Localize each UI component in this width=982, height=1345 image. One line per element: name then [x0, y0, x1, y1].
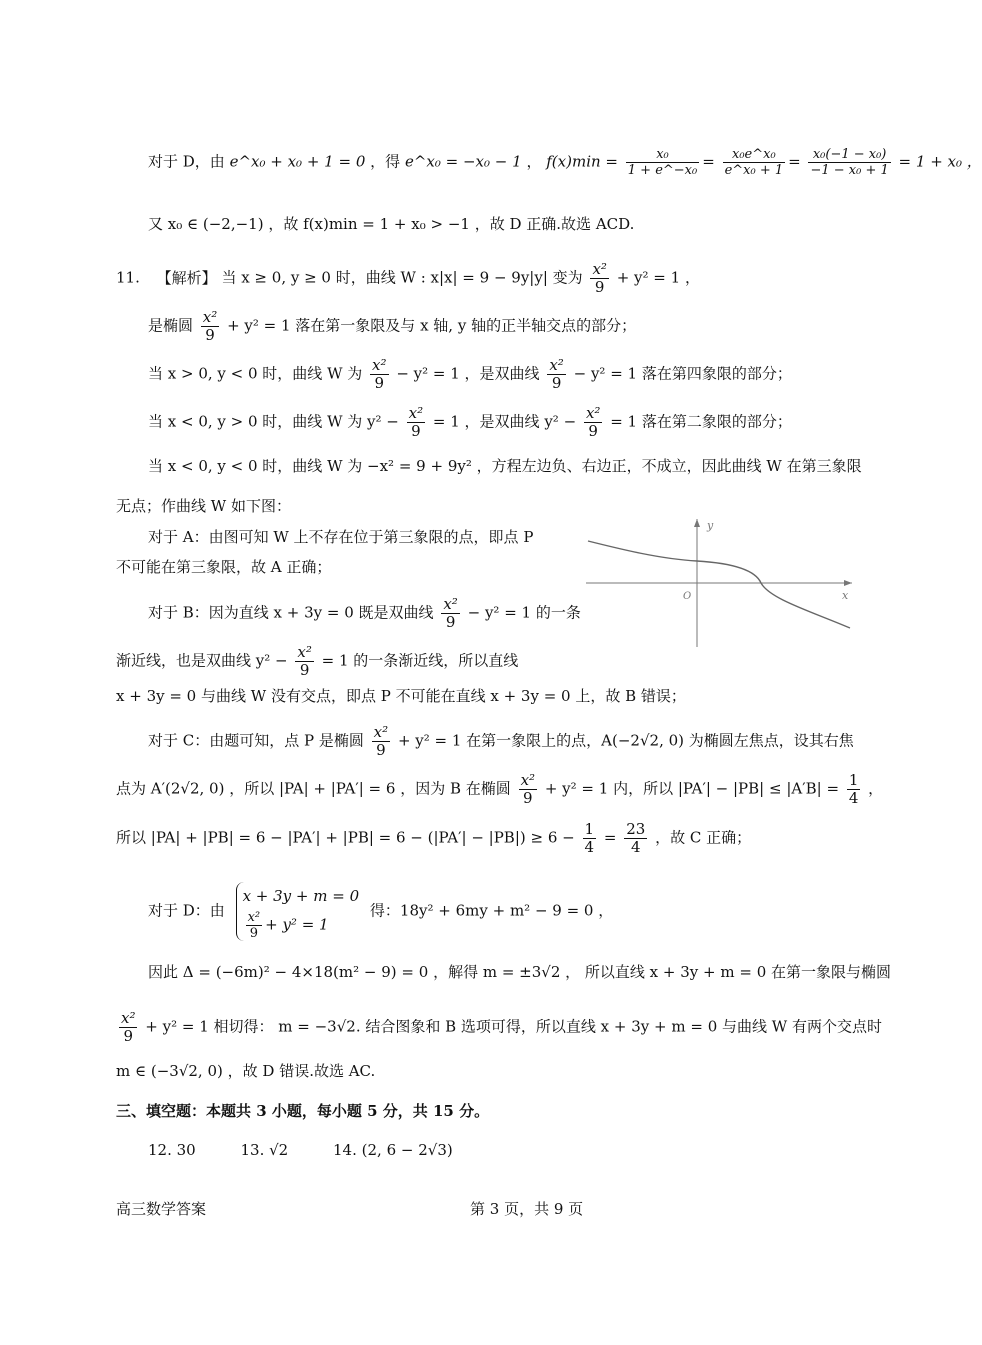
fraction: $\frac{\text{x²}}{9}$ [373, 723, 389, 759]
fraction: $\frac{\text{x²}}{9}$ [247, 910, 261, 941]
d-top-line2: 又 x₀ ∈ (−2,−1) ，故 f(x)min = 1 + x₀ > −1 ，故 D 正确.故选 ACD. [148, 215, 635, 233]
q11-a-line2: 不可能在第三象限，故 A 正确； [116, 558, 332, 576]
math: e^x₀ = −x₀ − 1 [404, 152, 522, 171]
q11-c-line3 [116, 821, 751, 856]
answer-12: 12. 30 [148, 1141, 196, 1159]
text: 当 x < 0, y > 0 时，曲线 W 为 y² − [148, 412, 399, 431]
text: = [603, 828, 617, 847]
fraction: $\frac{\text{x²}}{9}$ [585, 404, 601, 440]
text: = 1 的一条渐近线，所以直线 [321, 651, 519, 670]
text: = 1 落在第二象限的部分； [610, 412, 792, 431]
math: f(x)min = [546, 152, 618, 171]
answers-row [148, 1140, 453, 1160]
footer-left: 高三数学答案 [116, 1200, 207, 1218]
equation-system: x + 3y + m = 0 $\frac{\text{x²}}{9}$ + y² = 1 [236, 882, 360, 941]
q11-b-line2 [116, 644, 518, 679]
q11-d-line2: 因此 Δ = (−6m)² − 4×18(m² − 9) = 0 ，解得 m = ±3√2 ， 所以直线 x + 3y + m = 0 在第一象限与椭圆 [148, 963, 892, 981]
fraction: $\frac{23}{4}$ [626, 820, 646, 856]
q11-b-line1 [148, 596, 581, 631]
text: 当 x ≥ 0, y ≥ 0 时，曲线 W : x|x| = 9 − 9y|y| 变为 [221, 268, 583, 287]
curve-w-graph [580, 515, 855, 650]
text: = 1 ，是双曲线 y² − [432, 412, 577, 431]
text: 对于 C：由题可知，点 P 是椭圆 [148, 731, 364, 750]
origin-label: O [683, 591, 692, 602]
text: 得：18y² + 6my + m² − 9 = 0 ， [369, 901, 614, 920]
q11-line6: 无点；作曲线 W 如下图： [116, 497, 291, 515]
text: + y² = 1 在第一象限上的点，A(−2√2, 0) 为椭圆左焦点，设其右焦 [397, 731, 854, 750]
fraction: $\frac{1}{4}$ [584, 820, 595, 856]
text: ， [868, 779, 884, 798]
math: e^x₀ + x₀ + 1 = 0 [229, 152, 366, 171]
fraction: $\frac{\text{x²}}{9}$ [443, 595, 458, 631]
fraction: $\frac{\text{x²}}{9}$ [520, 771, 536, 807]
analysis-tag: 【解析】 [156, 268, 217, 287]
curve-w [588, 541, 850, 628]
fraction: $\frac{\text{x²}}{9}$ [202, 308, 218, 344]
fraction: $\frac{\text{x²}}{9}$ [121, 1009, 136, 1045]
q11-a-line1: 对于 A：由图可知 W 上不存在位于第三象限的点，即点 P [148, 528, 534, 546]
q11-b-line3: x + 3y = 0 与曲线 W 没有交点，即点 P 不可能在直线 x + 3y = 0 上，故 B 错误； [116, 687, 686, 705]
text: + y² = 1 落在第一象限及与 x 轴, y 轴的正半轴交点的部分； [227, 316, 637, 335]
text: + y² = 1 相切得： m = −3√2. 结合图象和 B 选项可得，所以直线 x + 3y + m = 0 与曲线 W 有两个交点时 [145, 1017, 882, 1036]
q11-line1 [116, 261, 700, 296]
text: 对于 D，由 [148, 152, 225, 171]
y-axis-arrow [694, 519, 700, 527]
q11-d-line1 [148, 882, 613, 941]
d-top-line1: 对于 D，由 e^x₀ + x₀ + 1 = 0 ，得 e^x₀ = −x₀ − 1 ， f(x)min = $\frac{\text{x₀}}{\text{1 + e\textasciicircum{}−x₀}}$ = $\frac{\text{x₀e\textasciicircum{}x₀}}{\text{e\textasciicircum{}x₀ + 1}}$ = $\frac{\text{x₀(−1 − x₀)}}{\text{−1 − x₀ + 1}}$ = 1 + x₀ ， [148, 147, 982, 178]
q11-line3 [148, 357, 792, 392]
q11-d-line3 [116, 1010, 882, 1045]
y-axis-label: y [707, 519, 714, 532]
text: − y² = 1 ，是双曲线 [396, 364, 540, 383]
text: 所以 |PA| + |PB| = 6 − |PA′| + |PB| = 6 − (|PA′| − |PB|) ≥ 6 − [116, 828, 575, 847]
answer-14: 14. (2, 6 − 2√3) [333, 1141, 453, 1159]
fraction: $\frac{\text{x²}}{9}$ [297, 643, 312, 679]
fraction: $\frac{\text{x₀e\textasciicircum{}x₀}}{\text{e\textasciicircum{}x₀ + 1}}$ [724, 147, 784, 178]
text: − y² = 1 的一条 [467, 603, 581, 622]
section3-title: 三、填空题：本题共 3 小题，每小题 5 分，共 15 分。 [116, 1102, 490, 1120]
fraction: $\frac{\text{x₀}}{\text{1 + e\textasciicircum{}−x₀}}$ [627, 147, 698, 178]
fraction: $\frac{1}{4}$ [848, 771, 859, 807]
answer-13: 13. √2 [240, 1141, 289, 1159]
text: + y² = 1 内，所以 |PA′| − |PB| ≤ |A′B| = [544, 779, 840, 798]
q11-c-line1 [148, 724, 854, 759]
fraction: $\frac{\text{x²}}{9}$ [592, 260, 607, 296]
text: 是椭圆 [148, 316, 194, 335]
math: = 1 + x₀ ， [898, 152, 982, 171]
text: ，得 [370, 152, 401, 171]
equation: x + 3y + m = 0 [242, 887, 360, 905]
text: − y² = 1 落在第四象限的部分； [573, 364, 792, 383]
x-axis-label: x [842, 589, 849, 602]
x-axis-arrow [844, 580, 852, 586]
text: 渐近线，也是双曲线 y² − [116, 651, 288, 670]
text: 对于 D：由 [148, 901, 225, 920]
q11-line4 [148, 405, 792, 440]
footer-page-number: 第 3 页，共 9 页 [470, 1200, 584, 1218]
text: 当 x > 0, y < 0 时，曲线 W 为 [148, 364, 363, 383]
q11-d-line4: m ∈ (−3√2, 0) ，故 D 错误.故选 AC. [116, 1062, 376, 1080]
text: 对于 B：因为直线 x + 3y = 0 既是双曲线 [148, 603, 434, 622]
q11-line5: 当 x < 0, y < 0 时，曲线 W 为 −x² = 9 + 9y² ，方程左边负、右边正，不成立，因此曲线 W 在第三象限 [148, 457, 862, 475]
text: ，故 C 正确； [655, 828, 752, 847]
fraction: $\frac{\text{x²}}{9}$ [549, 356, 564, 392]
q11-c-line2 [116, 772, 883, 807]
question-number: 11. [116, 268, 140, 287]
text: 点为 A′(2√2, 0) ，所以 |PA| + |PA′| = 6 ，因为 B 在椭圆 [116, 779, 511, 798]
fraction: $\frac{\text{x₀(−1 − x₀)}}{\text{−1 − x₀ + 1}}$ [810, 147, 889, 178]
text: + y² = 1 ， [616, 268, 700, 287]
fraction: $\frac{\text{x²}}{9}$ [408, 404, 424, 440]
fraction: $\frac{\text{x²}}{9}$ [372, 356, 387, 392]
q11-line2 [148, 309, 636, 344]
